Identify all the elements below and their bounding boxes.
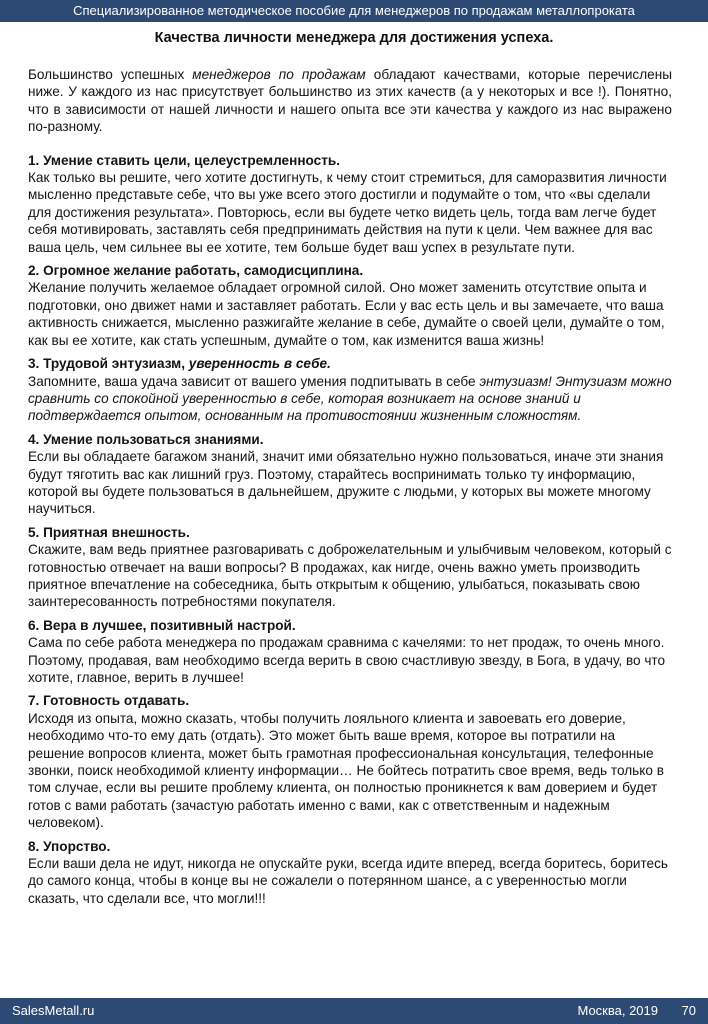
- section-persistence: [28, 838, 672, 908]
- section-heading: 1. Умение ставить цели, целеустремленность.: [28, 152, 341, 168]
- page-title: Качества личности менеджера для достижения успеха.: [154, 30, 554, 46]
- intro-paragraph: [28, 66, 672, 136]
- section-heading: 4. Умение пользоваться знаниями.: [28, 431, 264, 447]
- section-heading-italic: уверенность в себе.: [188, 356, 331, 372]
- section-text: Исходя из опыта, можно сказать, чтобы получить лояльного клиента и завоевать его доверие, необходимо что-то ему дать (отдать). Это может быть ваше время, которое вы потратили на решение вопросов клиента, может быть грамотная профессиональная консультация, телефонные звонки, поиск необходимой клиенту информации… Не бойтесь потратить свое время, ведь только в том случае, если вы решите проблему клиента, он полностью проникнется к вам доверием и будет готов с вами работать (зачастую работать именно с вами, как с ответственным и надежным человеком).: [28, 710, 664, 831]
- section-text-part: Запомните, ваша удача зависит от вашего умения подпитывать в себе: [28, 373, 480, 389]
- footer-site-link[interactable]: SalesMetall.ru: [12, 1003, 95, 1018]
- section-heading: 2. Огромное желание работать, самодисциплина.: [28, 263, 364, 279]
- section-heading: 7. Готовность отдавать.: [28, 693, 190, 709]
- section-text: Как только вы решите, чего хотите достигнуть, к чему стоит стремиться, для саморазвития личности мысленно представьте себе, что вы уже всего этого достигли и подумайте о том, что «вы сделали для достижения результата». Повторюсь, если вы будете четко видеть цель, тогда вам легче будет себя мотивировать, заставлять себя предпринимать действия на пути к цели. Чем важнее для вас ваша цель, чем сильнее вы ее хотите, тем больше будет ваш успех в результате пути.: [28, 170, 667, 255]
- footer-city-year: Москва, 2019: [577, 1003, 658, 1018]
- article-body: [28, 66, 672, 913]
- section-faith: [28, 617, 672, 687]
- section-enthusiasm: [28, 355, 672, 425]
- page-number: 70: [681, 1003, 696, 1018]
- section-text: Если ваши дела не идут, никогда не опускайте руки, всегда идите вперед, всегда боритесь, боритесь до самого конца, чтобы в конце вы не сожалели о потерянном шансе, а с уверенностью могли сказать, что сделали все, что могли!!!: [28, 856, 668, 906]
- header-banner: Специализированное методическое пособие для менеджеров по продажам металлопроката: [0, 0, 708, 22]
- section-heading: 6. Вера в лучшее, позитивный настрой.: [28, 617, 296, 633]
- section-goals: [28, 152, 672, 256]
- section-text: Желание получить желаемое обладает огромной силой. Оно может заменить отсутствие опыта и подготовки, оно движет нами и заставляет работать. Если у вас есть цель и вы замечаете, что ваша активность снижается, мысленно разжигайте желание в себе, думайте о своей цели, думайте о том, как вы ее хотите, как стать успешным, думайте о том, как изменится ваша жизнь!: [28, 280, 665, 348]
- section-heading: 5. Приятная внешность.: [28, 524, 190, 540]
- footer-bar: [0, 998, 708, 1024]
- section-heading-part: 3. Трудовой энтузиазм,: [28, 356, 189, 372]
- intro-italic: менеджеров по продажам: [192, 67, 366, 82]
- section-text: [28, 373, 672, 425]
- section-text: Если вы обладаете багажом знаний, значит ими обязательно нужно пользоваться, иначе эти знания будут тяготить вас как лишний груз. Поэтому, старайтесь воспринимать только ту информацию, которой вы будете пользоваться в дальнейшем, дружите с людьми, у которых вы можете многому научиться.: [28, 449, 664, 517]
- intro-text-start: Большинство успешных: [28, 67, 193, 82]
- section-text-italic: энтузиазм! Энтузиазм можно сравнить со спокойной уверенностью в себе, которая возникает на основе знаний и подтверждается опытом, основанным на противостоянии жизненным сложностям.: [28, 373, 672, 424]
- section-appearance: [28, 524, 672, 611]
- section-text: Сама по себе работа менеджера по продажам сравнима с качелями: то нет продаж, то очень много. Поэтому, продавая, вам необходимо всегда верить в свою счастливую звезду, в Бога, в удачу, во что хотите, главное, верить в лучшее!: [28, 635, 666, 685]
- section-giving: [28, 692, 672, 831]
- section-heading: [28, 355, 672, 372]
- section-heading: 8. Упорство.: [28, 838, 111, 854]
- section-desire: [28, 262, 672, 349]
- section-text: Скажите, вам ведь приятнее разговаривать с доброжелательным и улыбчивым человеком, который с готовностью отвечает на ваши вопросы? В продажах, как нигде, очень важно уметь производить приятное впечатление на собеседника, быть открытым к общению, улыбаться, показывать свою заинтересованность потребностями покупателя.: [28, 542, 672, 610]
- intro-text-end: обладают качествами, которые перечислены ниже. У каждого из нас присутствует большинство из этих качеств (а у некоторых и все !). Понятно, что в зависимости от нашей личности и нашего опыта все эти качества у каждого из нас выражено по-разному.: [28, 67, 672, 135]
- section-knowledge: [28, 431, 672, 518]
